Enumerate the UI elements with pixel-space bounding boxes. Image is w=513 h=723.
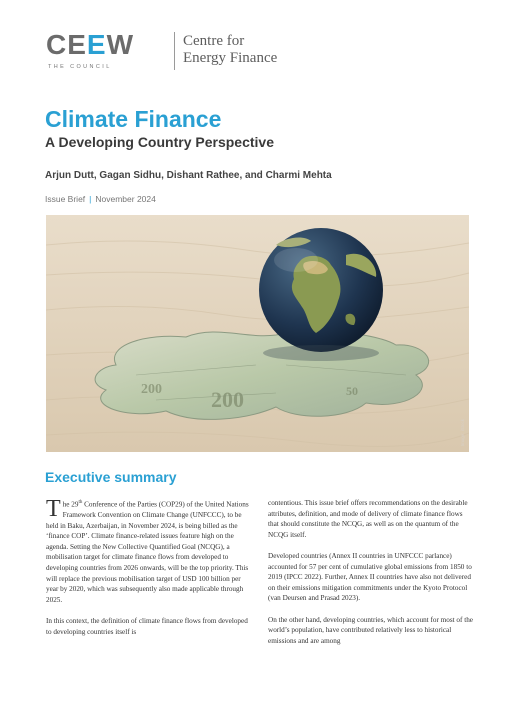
logo-subtitle: THE COUNCIL: [48, 64, 112, 70]
ceew-logo: [46, 29, 278, 75]
paragraph: contentious. This issue brief offers recommendations on the desirable attributes, definition, and mode of delivery of climate finance flows that should constitute the NCQG, as well as on the quantum of the NCQG itself.: [268, 499, 468, 539]
svg-text:200: 200: [141, 382, 162, 397]
melting-globe-illustration: [46, 215, 469, 452]
cover-image: [46, 215, 469, 452]
document-type: Issue Brief: [45, 194, 86, 204]
document-title: Climate Finance: [45, 106, 222, 132]
authors: Arjun Dutt, Gagan Sidhu, Dishant Rathee, and Charmi Mehta: [45, 170, 332, 181]
logo-org-line2: Energy Finance: [183, 50, 278, 66]
drop-cap: T: [46, 496, 61, 522]
logo-mark: [46, 30, 134, 60]
document-subtitle: A Developing Country Perspective: [45, 134, 274, 150]
paragraph: Developed countries (Annex II countries in UNFCCC parlance) accounted for 57 per cent of cumulative global emissions from 1850 to 2019 (IPCC 2022). Further, Annex II countries have also not delivered on their emissions mitigation commitments under the Kyoto Protocol (van Deursen and Prasad 2023).: [268, 551, 472, 603]
paragraph-text: Conference of the Parties (COP29) of the United Nations Framework Convention on Climate Change (UNFCCC), to be held in Baku, Azerbaijan, in November 2024, is being billed as the ‘finance COP’. Climate finance-related issues feature high on the agenda. Setting the New Collective Quantified Goal (NCQG), a mobilisation target for climate finance flows from developed to developing countries from 2026 onwards, will be the top priority. This will replace the previous mobilisation target of USD 100 billion per year by 2020, which was subsequently also made applicable through 2025.: [46, 500, 249, 604]
body-column-right: [268, 498, 473, 657]
paragraph: On the other hand, developing countries, which account for most of the world’s population, have contributed relatively less to historical emissions and are among: [268, 615, 473, 645]
logo-org-line1: Centre for: [183, 33, 245, 49]
logo-letter: W: [106, 29, 135, 60]
paragraph: In this context, the definition of climate finance flows from developed to developing countries itself is: [46, 616, 248, 636]
section-heading: Executive summary: [45, 469, 177, 485]
meta-separator: |: [89, 194, 92, 204]
logo-mark-text: [46, 29, 134, 60]
image-credit: Image: iStock: [460, 418, 465, 446]
superscript: th: [78, 500, 83, 505]
paragraph-text: he 29: [62, 500, 79, 509]
logo-org-name: [183, 33, 303, 67]
logo-letter: C: [46, 29, 68, 60]
logo-letter: E: [86, 29, 107, 60]
document-meta: [45, 194, 156, 204]
document-date: November 2024: [95, 194, 156, 204]
body-column-left: [46, 498, 251, 648]
logo-divider: [174, 32, 175, 70]
svg-text:50: 50: [346, 384, 358, 398]
logo-letter: E: [67, 29, 87, 60]
paragraph: [46, 498, 251, 605]
svg-text:200: 200: [211, 387, 244, 412]
